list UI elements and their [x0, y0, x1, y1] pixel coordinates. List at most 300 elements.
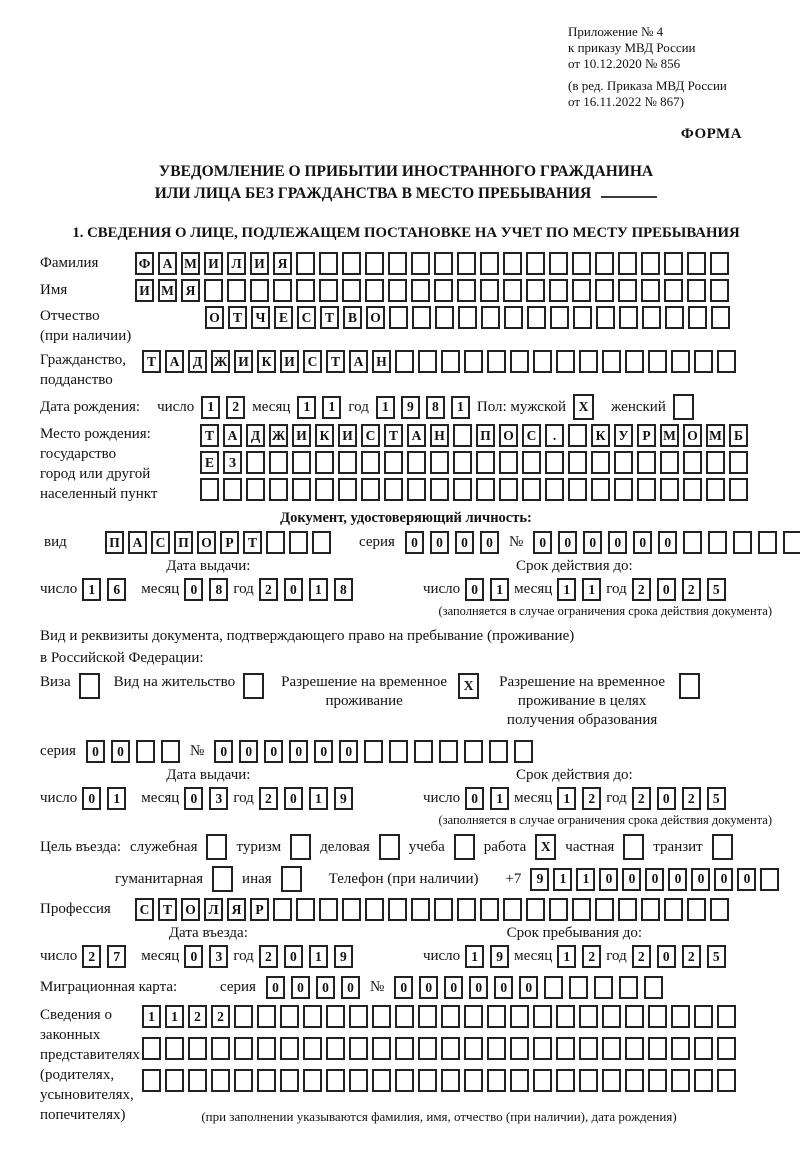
representatives-cell[interactable]: [648, 1069, 667, 1092]
sex-male-box[interactable]: X: [573, 394, 594, 420]
purpose-tourism-box[interactable]: [290, 834, 311, 860]
phone-cell[interactable]: 0: [668, 868, 687, 891]
citizenship-cell[interactable]: [441, 350, 460, 373]
identity-number-cell[interactable]: 0: [658, 531, 677, 554]
representatives-cell[interactable]: [533, 1037, 552, 1060]
birthplace-cell[interactable]: М: [706, 424, 725, 447]
identity-valid-year-cell[interactable]: 0: [657, 578, 676, 601]
birthplace-cell[interactable]: К: [315, 424, 334, 447]
residence-number-cell[interactable]: [439, 740, 458, 763]
birthplace-cell[interactable]: [683, 451, 702, 474]
birthplace-cell[interactable]: [200, 478, 219, 501]
birthdate-year-cell[interactable]: 1: [376, 396, 395, 419]
birthplace-cell[interactable]: [453, 478, 472, 501]
residence-valid-year-cell[interactable]: 2: [682, 787, 701, 810]
birthplace-cell[interactable]: А: [223, 424, 242, 447]
entry-year-cell[interactable]: 0: [284, 945, 303, 968]
surname-cell[interactable]: [480, 252, 499, 275]
representatives-cell[interactable]: [257, 1037, 276, 1060]
firstname-cell[interactable]: [319, 279, 338, 302]
stay-until-year-cell[interactable]: 5: [707, 945, 726, 968]
stay-until-day-cell[interactable]: 1: [465, 945, 484, 968]
profession-cell[interactable]: Я: [227, 898, 246, 921]
birthplace-cell[interactable]: [729, 478, 748, 501]
residence-number-cell[interactable]: [414, 740, 433, 763]
surname-cell[interactable]: Л: [227, 252, 246, 275]
surname-cell[interactable]: [687, 252, 706, 275]
patronymic-cell[interactable]: [527, 306, 546, 329]
patronymic-cell[interactable]: [412, 306, 431, 329]
representatives-cell[interactable]: [533, 1069, 552, 1092]
migration-number-cell[interactable]: [594, 976, 613, 999]
firstname-cell[interactable]: [365, 279, 384, 302]
title-blank-line[interactable]: [601, 185, 657, 198]
identity-issue-month-cell[interactable]: 8: [209, 578, 228, 601]
birthplace-cell[interactable]: Т: [200, 424, 219, 447]
identity-kind-cell[interactable]: А: [128, 531, 147, 554]
citizenship-cell[interactable]: [625, 350, 644, 373]
identity-kind-cell[interactable]: [266, 531, 285, 554]
residence-series-cell[interactable]: 0: [86, 740, 105, 763]
residence-number-cell[interactable]: 0: [264, 740, 283, 763]
residence-number-cell[interactable]: [389, 740, 408, 763]
phone-cell[interactable]: 0: [737, 868, 756, 891]
representatives-cell[interactable]: 1: [165, 1005, 184, 1028]
firstname-cell[interactable]: [503, 279, 522, 302]
representatives-cell[interactable]: [717, 1037, 736, 1060]
residence-valid-year-cell[interactable]: 2: [632, 787, 651, 810]
surname-cell[interactable]: [549, 252, 568, 275]
citizenship-cell[interactable]: Н: [372, 350, 391, 373]
birthplace-cell[interactable]: П: [476, 424, 495, 447]
representatives-cell[interactable]: [418, 1005, 437, 1028]
representatives-cell[interactable]: [418, 1037, 437, 1060]
entry-year-cell[interactable]: 9: [334, 945, 353, 968]
purpose-business-box[interactable]: [379, 834, 400, 860]
citizenship-cell[interactable]: [556, 350, 575, 373]
identity-kind-cell[interactable]: Р: [220, 531, 239, 554]
temporary-residence-education-box[interactable]: [679, 673, 700, 699]
representatives-cell[interactable]: [625, 1037, 644, 1060]
patronymic-cell[interactable]: [596, 306, 615, 329]
phone-cell[interactable]: 0: [714, 868, 733, 891]
residence-number-cell[interactable]: [514, 740, 533, 763]
firstname-cell[interactable]: [204, 279, 223, 302]
entry-month-cell[interactable]: 3: [209, 945, 228, 968]
identity-number-cell[interactable]: 0: [558, 531, 577, 554]
birthplace-cell[interactable]: [568, 424, 587, 447]
profession-cell[interactable]: [572, 898, 591, 921]
representatives-cell[interactable]: [671, 1005, 690, 1028]
birthplace-cell[interactable]: [407, 451, 426, 474]
birthplace-cell[interactable]: [384, 478, 403, 501]
firstname-cell[interactable]: [434, 279, 453, 302]
citizenship-cell[interactable]: А: [349, 350, 368, 373]
firstname-cell[interactable]: [595, 279, 614, 302]
representatives-cell[interactable]: [211, 1069, 230, 1092]
surname-cell[interactable]: [595, 252, 614, 275]
patronymic-cell[interactable]: Т: [320, 306, 339, 329]
profession-cell[interactable]: [549, 898, 568, 921]
representatives-cell[interactable]: [142, 1037, 161, 1060]
stay-until-year-cell[interactable]: 2: [682, 945, 701, 968]
representatives-cell[interactable]: [234, 1037, 253, 1060]
birthplace-cell[interactable]: О: [683, 424, 702, 447]
migration-number-cell[interactable]: [644, 976, 663, 999]
citizenship-cell[interactable]: [418, 350, 437, 373]
birthplace-cell[interactable]: Е: [200, 451, 219, 474]
patronymic-cell[interactable]: [642, 306, 661, 329]
birthplace-cell[interactable]: С: [361, 424, 380, 447]
patronymic-cell[interactable]: [389, 306, 408, 329]
surname-cell[interactable]: [342, 252, 361, 275]
birthplace-cell[interactable]: [384, 451, 403, 474]
surname-cell[interactable]: [296, 252, 315, 275]
residence-issue-month-cell[interactable]: 3: [209, 787, 228, 810]
birthplace-cell[interactable]: [683, 478, 702, 501]
citizenship-cell[interactable]: [602, 350, 621, 373]
residence-issue-year-cell[interactable]: 2: [259, 787, 278, 810]
citizenship-cell[interactable]: Ж: [211, 350, 230, 373]
profession-cell[interactable]: С: [135, 898, 154, 921]
identity-series-cell[interactable]: 0: [405, 531, 424, 554]
birthplace-cell[interactable]: [614, 478, 633, 501]
representatives-cell[interactable]: [188, 1069, 207, 1092]
profession-cell[interactable]: [457, 898, 476, 921]
identity-valid-year-cell[interactable]: 2: [632, 578, 651, 601]
identity-number-cell[interactable]: [708, 531, 727, 554]
representatives-cell[interactable]: [441, 1005, 460, 1028]
representatives-cell[interactable]: [280, 1069, 299, 1092]
birthplace-cell[interactable]: [545, 478, 564, 501]
residence-valid-month-cell[interactable]: 2: [582, 787, 601, 810]
migration-number-cell[interactable]: [544, 976, 563, 999]
representatives-cell[interactable]: [602, 1037, 621, 1060]
profession-cell[interactable]: [687, 898, 706, 921]
identity-number-cell[interactable]: [733, 531, 752, 554]
representatives-cell[interactable]: [671, 1069, 690, 1092]
birthplace-cell[interactable]: И: [338, 424, 357, 447]
birthplace-cell[interactable]: Б: [729, 424, 748, 447]
identity-issue-day-cell[interactable]: 6: [107, 578, 126, 601]
stay-until-day-cell[interactable]: 9: [490, 945, 509, 968]
representatives-cell[interactable]: [579, 1069, 598, 1092]
birthplace-cell[interactable]: .: [545, 424, 564, 447]
identity-kind-cell[interactable]: [289, 531, 308, 554]
profession-cell[interactable]: [480, 898, 499, 921]
firstname-cell[interactable]: Я: [181, 279, 200, 302]
representatives-cell[interactable]: [372, 1005, 391, 1028]
patronymic-cell[interactable]: [573, 306, 592, 329]
birthplace-cell[interactable]: [614, 451, 633, 474]
birthplace-cell[interactable]: И: [292, 424, 311, 447]
residence-issue-day-cell[interactable]: 1: [107, 787, 126, 810]
identity-issue-month-cell[interactable]: 0: [184, 578, 203, 601]
surname-cell[interactable]: И: [204, 252, 223, 275]
firstname-cell[interactable]: [549, 279, 568, 302]
identity-issue-year-cell[interactable]: 8: [334, 578, 353, 601]
surname-cell[interactable]: Ф: [135, 252, 154, 275]
birthplace-cell[interactable]: [338, 451, 357, 474]
birthplace-cell[interactable]: [453, 451, 472, 474]
surname-cell[interactable]: [618, 252, 637, 275]
representatives-cell[interactable]: [464, 1037, 483, 1060]
representatives-cell[interactable]: 2: [211, 1005, 230, 1028]
firstname-cell[interactable]: [526, 279, 545, 302]
representatives-cell[interactable]: [602, 1069, 621, 1092]
representatives-cell[interactable]: [464, 1069, 483, 1092]
surname-cell[interactable]: [641, 252, 660, 275]
migration-number-cell[interactable]: 0: [519, 976, 538, 999]
entry-day-cell[interactable]: 2: [82, 945, 101, 968]
birthplace-cell[interactable]: [706, 451, 725, 474]
representatives-cell[interactable]: [257, 1069, 276, 1092]
citizenship-cell[interactable]: [671, 350, 690, 373]
birthplace-cell[interactable]: [637, 478, 656, 501]
birthdate-day-cell[interactable]: 2: [226, 396, 245, 419]
representatives-cell[interactable]: [257, 1005, 276, 1028]
representatives-cell[interactable]: [464, 1005, 483, 1028]
representatives-cell[interactable]: [326, 1005, 345, 1028]
profession-cell[interactable]: [664, 898, 683, 921]
birthplace-cell[interactable]: [522, 451, 541, 474]
identity-number-cell[interactable]: 0: [533, 531, 552, 554]
profession-cell[interactable]: [618, 898, 637, 921]
birthplace-cell[interactable]: [729, 451, 748, 474]
birthplace-cell[interactable]: [246, 451, 265, 474]
firstname-cell[interactable]: М: [158, 279, 177, 302]
citizenship-cell[interactable]: А: [165, 350, 184, 373]
surname-cell[interactable]: [365, 252, 384, 275]
residence-number-cell[interactable]: 0: [239, 740, 258, 763]
surname-cell[interactable]: [457, 252, 476, 275]
birthplace-cell[interactable]: Н: [430, 424, 449, 447]
firstname-cell[interactable]: И: [135, 279, 154, 302]
patronymic-cell[interactable]: Е: [274, 306, 293, 329]
identity-valid-day-cell[interactable]: 0: [465, 578, 484, 601]
migration-number-cell[interactable]: 0: [469, 976, 488, 999]
phone-cell[interactable]: 0: [622, 868, 641, 891]
surname-cell[interactable]: [526, 252, 545, 275]
birthplace-cell[interactable]: [315, 451, 334, 474]
identity-valid-month-cell[interactable]: 1: [582, 578, 601, 601]
identity-kind-cell[interactable]: П: [105, 531, 124, 554]
birthplace-cell[interactable]: [499, 451, 518, 474]
birthplace-cell[interactable]: С: [522, 424, 541, 447]
surname-cell[interactable]: [319, 252, 338, 275]
representatives-cell[interactable]: [694, 1037, 713, 1060]
birthplace-cell[interactable]: Р: [637, 424, 656, 447]
identity-series-cell[interactable]: 0: [480, 531, 499, 554]
residence-number-cell[interactable]: [364, 740, 383, 763]
birthplace-cell[interactable]: [545, 451, 564, 474]
birthplace-cell[interactable]: Ж: [269, 424, 288, 447]
patronymic-cell[interactable]: О: [366, 306, 385, 329]
birthplace-cell[interactable]: [338, 478, 357, 501]
birthplace-cell[interactable]: К: [591, 424, 610, 447]
residence-valid-day-cell[interactable]: 0: [465, 787, 484, 810]
firstname-cell[interactable]: [641, 279, 660, 302]
profession-cell[interactable]: [342, 898, 361, 921]
representatives-cell[interactable]: [579, 1005, 598, 1028]
birthplace-cell[interactable]: [706, 478, 725, 501]
birthdate-day-cell[interactable]: 1: [201, 396, 220, 419]
residence-number-cell[interactable]: 0: [339, 740, 358, 763]
residence-valid-day-cell[interactable]: 1: [490, 787, 509, 810]
identity-number-cell[interactable]: 0: [633, 531, 652, 554]
residence-number-cell[interactable]: [464, 740, 483, 763]
identity-kind-cell[interactable]: [312, 531, 331, 554]
representatives-cell[interactable]: [142, 1069, 161, 1092]
birthplace-cell[interactable]: [660, 478, 679, 501]
representatives-cell[interactable]: 2: [188, 1005, 207, 1028]
residence-valid-year-cell[interactable]: 0: [657, 787, 676, 810]
representatives-cell[interactable]: 1: [142, 1005, 161, 1028]
representatives-cell[interactable]: [211, 1037, 230, 1060]
representatives-cell[interactable]: [487, 1069, 506, 1092]
representatives-cell[interactable]: [694, 1005, 713, 1028]
birthplace-cell[interactable]: [453, 424, 472, 447]
birthplace-cell[interactable]: М: [660, 424, 679, 447]
representatives-cell[interactable]: [556, 1069, 575, 1092]
entry-day-cell[interactable]: 7: [107, 945, 126, 968]
residence-issue-day-cell[interactable]: 0: [82, 787, 101, 810]
migration-series-cell[interactable]: 0: [341, 976, 360, 999]
representatives-cell[interactable]: [395, 1069, 414, 1092]
visa-box[interactable]: [79, 673, 100, 699]
birthplace-cell[interactable]: А: [407, 424, 426, 447]
migration-series-cell[interactable]: 0: [291, 976, 310, 999]
birthplace-cell[interactable]: [430, 478, 449, 501]
birthplace-cell[interactable]: [361, 478, 380, 501]
patronymic-cell[interactable]: [688, 306, 707, 329]
residence-number-cell[interactable]: [489, 740, 508, 763]
representatives-cell[interactable]: [579, 1037, 598, 1060]
migration-number-cell[interactable]: [569, 976, 588, 999]
patronymic-cell[interactable]: [550, 306, 569, 329]
representatives-cell[interactable]: [602, 1005, 621, 1028]
representatives-cell[interactable]: [487, 1037, 506, 1060]
representatives-cell[interactable]: [717, 1005, 736, 1028]
citizenship-cell[interactable]: И: [280, 350, 299, 373]
surname-cell[interactable]: [503, 252, 522, 275]
patronymic-cell[interactable]: [619, 306, 638, 329]
identity-issue-year-cell[interactable]: 2: [259, 578, 278, 601]
citizenship-cell[interactable]: [464, 350, 483, 373]
surname-cell[interactable]: [411, 252, 430, 275]
phone-cell[interactable]: 0: [645, 868, 664, 891]
representatives-cell[interactable]: [349, 1069, 368, 1092]
representatives-cell[interactable]: [510, 1005, 529, 1028]
citizenship-cell[interactable]: [579, 350, 598, 373]
firstname-cell[interactable]: [710, 279, 729, 302]
representatives-cell[interactable]: [326, 1037, 345, 1060]
birthdate-year-cell[interactable]: 9: [401, 396, 420, 419]
identity-number-cell[interactable]: [783, 531, 800, 554]
patronymic-cell[interactable]: [665, 306, 684, 329]
purpose-other-box[interactable]: [281, 866, 302, 892]
citizenship-cell[interactable]: И: [234, 350, 253, 373]
residence-number-cell[interactable]: 0: [289, 740, 308, 763]
representatives-cell[interactable]: [280, 1005, 299, 1028]
firstname-cell[interactable]: [457, 279, 476, 302]
profession-cell[interactable]: [411, 898, 430, 921]
profession-cell[interactable]: [273, 898, 292, 921]
profession-cell[interactable]: [710, 898, 729, 921]
citizenship-cell[interactable]: Т: [326, 350, 345, 373]
identity-number-cell[interactable]: [758, 531, 777, 554]
birthplace-cell[interactable]: [568, 478, 587, 501]
patronymic-cell[interactable]: [481, 306, 500, 329]
stay-until-month-cell[interactable]: 2: [582, 945, 601, 968]
firstname-cell[interactable]: [618, 279, 637, 302]
purpose-transit-box[interactable]: [712, 834, 733, 860]
firstname-cell[interactable]: [250, 279, 269, 302]
representatives-cell[interactable]: [395, 1005, 414, 1028]
birthplace-cell[interactable]: [361, 451, 380, 474]
birthplace-cell[interactable]: Т: [384, 424, 403, 447]
phone-cell[interactable]: 0: [691, 868, 710, 891]
citizenship-cell[interactable]: Д: [188, 350, 207, 373]
identity-number-cell[interactable]: [683, 531, 702, 554]
identity-kind-cell[interactable]: П: [174, 531, 193, 554]
birthplace-cell[interactable]: Д: [246, 424, 265, 447]
birthplace-cell[interactable]: [269, 451, 288, 474]
identity-kind-cell[interactable]: С: [151, 531, 170, 554]
identity-issue-year-cell[interactable]: 0: [284, 578, 303, 601]
purpose-humanitarian-box[interactable]: [212, 866, 233, 892]
migration-number-cell[interactable]: 0: [494, 976, 513, 999]
patronymic-cell[interactable]: [458, 306, 477, 329]
residence-issue-year-cell[interactable]: 1: [309, 787, 328, 810]
residence-valid-month-cell[interactable]: 1: [557, 787, 576, 810]
birthdate-month-cell[interactable]: 1: [322, 396, 341, 419]
identity-number-cell[interactable]: 0: [608, 531, 627, 554]
purpose-official-box[interactable]: [206, 834, 227, 860]
patronymic-cell[interactable]: Т: [228, 306, 247, 329]
identity-valid-year-cell[interactable]: 5: [707, 578, 726, 601]
patronymic-cell[interactable]: [504, 306, 523, 329]
patronymic-cell[interactable]: С: [297, 306, 316, 329]
profession-cell[interactable]: [595, 898, 614, 921]
residence-series-cell[interactable]: [161, 740, 180, 763]
citizenship-cell[interactable]: [487, 350, 506, 373]
profession-cell[interactable]: [526, 898, 545, 921]
identity-valid-day-cell[interactable]: 1: [490, 578, 509, 601]
identity-series-cell[interactable]: 0: [455, 531, 474, 554]
surname-cell[interactable]: А: [158, 252, 177, 275]
surname-cell[interactable]: [664, 252, 683, 275]
representatives-cell[interactable]: [165, 1069, 184, 1092]
surname-cell[interactable]: [388, 252, 407, 275]
birthplace-cell[interactable]: [246, 478, 265, 501]
surname-cell[interactable]: Я: [273, 252, 292, 275]
representatives-cell[interactable]: [372, 1069, 391, 1092]
firstname-cell[interactable]: [411, 279, 430, 302]
profession-cell[interactable]: [296, 898, 315, 921]
birthplace-cell[interactable]: [476, 451, 495, 474]
residence-issue-year-cell[interactable]: 0: [284, 787, 303, 810]
migration-series-cell[interactable]: 0: [316, 976, 335, 999]
migration-number-cell[interactable]: 0: [419, 976, 438, 999]
surname-cell[interactable]: [572, 252, 591, 275]
profession-cell[interactable]: [365, 898, 384, 921]
residence-valid-year-cell[interactable]: 5: [707, 787, 726, 810]
identity-kind-cell[interactable]: О: [197, 531, 216, 554]
profession-cell[interactable]: О: [181, 898, 200, 921]
identity-issue-year-cell[interactable]: 1: [309, 578, 328, 601]
firstname-cell[interactable]: [664, 279, 683, 302]
